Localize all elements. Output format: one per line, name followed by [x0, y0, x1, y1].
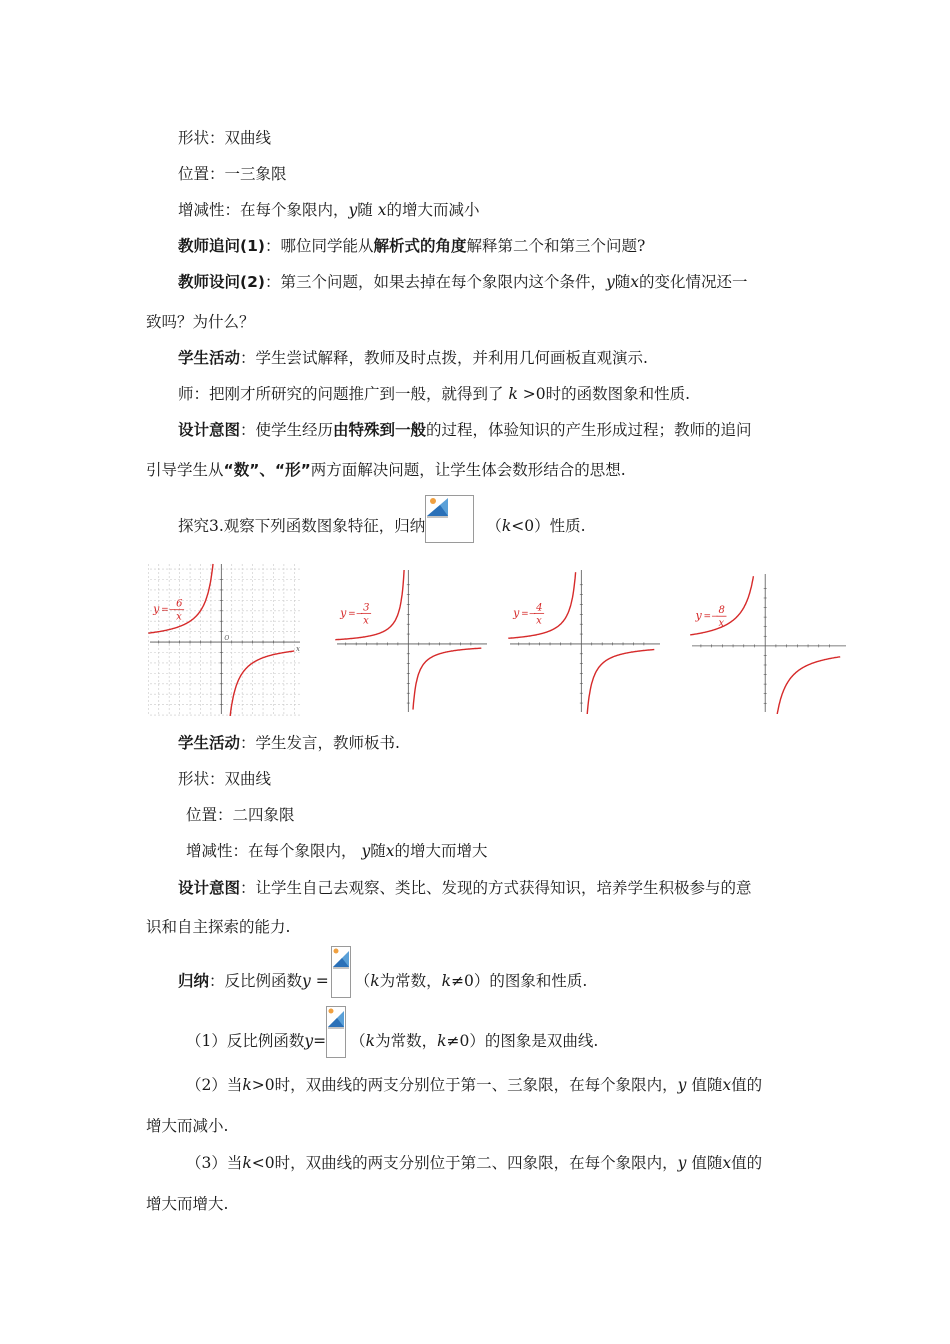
graph-1 — [148, 562, 304, 716]
formula-image-icon — [331, 946, 351, 998]
curve-branch-right — [587, 650, 654, 714]
item-1: （1）反比例函数y= （k为常数，k≠0）的图象是双曲线. — [186, 1026, 598, 1058]
label-eq: =− — [703, 612, 719, 623]
graph-2 — [335, 568, 491, 714]
label-y: y — [340, 606, 347, 620]
label-y: y — [513, 606, 520, 620]
item-2: （2）当k>0时，双曲线的两支分别位于第一、三象限，在每个象限内，y 值随x值的 — [186, 1076, 763, 1094]
label-numerator: 6 — [176, 598, 183, 610]
design-intent-2-cont: 识和自主探索的能力. — [146, 918, 291, 936]
teacher-question-2: 教师设问(2)：第三个问题，如果去掉在每个象限内这个条件，y随x的变化情况还一 — [178, 273, 748, 291]
position-line-2: 位置：二四象限 — [186, 806, 295, 824]
label-numerator: 3 — [363, 602, 370, 614]
curve-branch-left — [335, 570, 404, 640]
summary-line: 归纳：反比例函数y = （k为常数，k≠0）的图象和性质. — [178, 966, 587, 998]
monotonic-line-2: 增减性：在每个象限内， y随x的增大而增大 — [186, 842, 488, 860]
position-line-1: 位置：一三象限 — [178, 165, 287, 183]
item-3-cont: 增大而增大. — [146, 1195, 229, 1213]
formula-image-icon — [326, 1006, 346, 1058]
x-axis-label: x — [296, 645, 300, 654]
curve-branch-right — [413, 648, 481, 710]
teacher-question-2-cont: 致吗？为什么？ — [146, 313, 255, 331]
monotonic-line-1: 增减性：在每个象限内，y随 x的增大而减小 — [178, 201, 480, 219]
design-intent-2: 设计意图：让学生自己去观察、类比、发现的方式获得知识，培养学生积极参与的意 — [178, 879, 752, 897]
teacher-remark: 师：把刚才所研究的问题推广到一般，就得到了 k >0时的函数图象和性质. — [178, 385, 691, 403]
formula-image-icon — [425, 495, 474, 543]
shape-line-2: 形状：双曲线 — [178, 770, 272, 788]
explore-3: 探究3.观察下列函数图象特征，归纳 （k<0）性质. — [178, 509, 586, 545]
label-numerator: 4 — [536, 602, 543, 614]
label-denominator: x — [718, 618, 725, 630]
curve-branch-right — [777, 657, 840, 714]
item-2-cont: 增大而减小. — [146, 1117, 229, 1135]
student-activity-1: 学生活动：学生尝试解释，教师及时点拨，并利用几何画板直观演示. — [178, 349, 648, 367]
label-y: y — [153, 602, 160, 616]
label-numerator: 8 — [718, 605, 725, 617]
graph-4 — [690, 572, 850, 714]
label-denominator: x — [363, 615, 369, 627]
teacher-question-1: 教师追问(1)：哪位同学能从解析式的角度解释第二个和第三个问题? — [178, 237, 646, 255]
design-intent-1: 设计意图：使学生经历由特殊到一般的过程，体验知识的产生形成过程；教师的追问 — [178, 421, 752, 439]
student-activity-2: 学生活动：学生发言，教师板书. — [178, 734, 400, 752]
label-eq: =− — [161, 605, 177, 616]
label-eq: =− — [521, 609, 537, 620]
label-denominator: x — [176, 611, 182, 623]
label-eq: =− — [348, 609, 364, 620]
item-3: （3）当k<0时，双曲线的两支分别位于第二、四象限，在每个象限内，y 值随x值的 — [186, 1154, 763, 1172]
graph-3 — [508, 568, 664, 714]
design-intent-1-cont: 引导学生从“数”、“形”两方面解决问题，让学生体会数形结合的思想. — [146, 461, 626, 479]
origin-label: O — [224, 635, 230, 643]
label-y: y — [695, 609, 702, 623]
shape-line-1: 形状：双曲线 — [178, 129, 272, 147]
label-denominator: x — [536, 615, 542, 627]
